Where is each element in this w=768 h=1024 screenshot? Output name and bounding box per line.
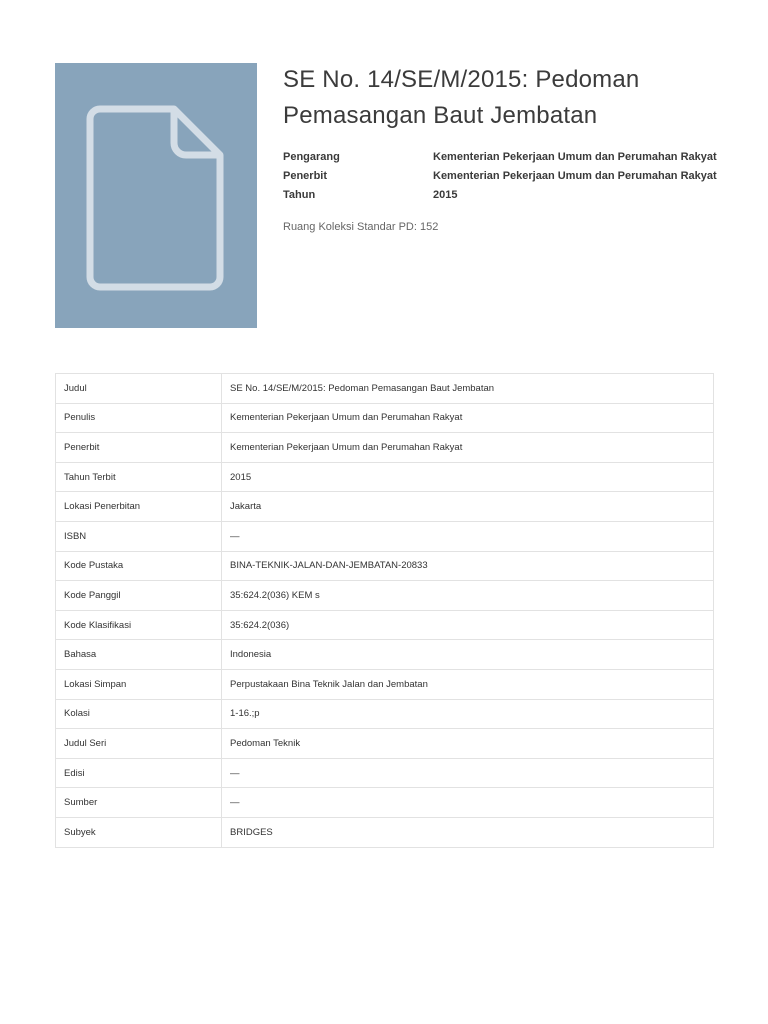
detail-value: Perpustakaan Bina Teknik Jalan dan Jembatan	[222, 669, 714, 699]
detail-value: 2015	[222, 462, 714, 492]
table-row	[56, 521, 714, 551]
summary-row-publisher	[283, 167, 723, 186]
detail-label: Edisi	[56, 758, 222, 788]
detail-label: Kode Klasifikasi	[56, 610, 222, 640]
summary-value: 2015	[433, 189, 458, 201]
table-row	[56, 788, 714, 818]
detail-label: Judul	[56, 374, 222, 404]
document-icon	[86, 103, 226, 293]
page-title: SE No. 14/SE/M/2015: Pedoman Pemasangan Baut Jembatan	[283, 66, 640, 129]
detail-value: BRIDGES	[222, 817, 714, 847]
table-row	[56, 462, 714, 492]
summary-value: Kementerian Pekerjaan Umum dan Perumahan Rakyat	[433, 170, 717, 182]
collection-location: Ruang Koleksi Standar PD: 152	[283, 221, 439, 233]
detail-value: Indonesia	[222, 640, 714, 670]
detail-value: —	[222, 758, 714, 788]
table-row	[56, 492, 714, 522]
detail-value: —	[222, 521, 714, 551]
detail-value: BINA-TEKNIK-JALAN-DAN-JEMBATAN-20833	[222, 551, 714, 581]
table-row	[56, 729, 714, 759]
table-row	[56, 758, 714, 788]
detail-value: SE No. 14/SE/M/2015: Pedoman Pemasangan Baut Jembatan	[222, 374, 714, 404]
detail-table	[55, 373, 714, 848]
book-cover	[55, 63, 257, 328]
detail-label: Judul Seri	[56, 729, 222, 759]
table-row	[56, 699, 714, 729]
detail-label: Kode Panggil	[56, 581, 222, 611]
summary-label: Penerbit	[283, 170, 328, 182]
table-row	[56, 817, 714, 847]
detail-value: Kementerian Pekerjaan Umum dan Perumahan Rakyat	[222, 433, 714, 463]
summary-row-year	[283, 186, 723, 205]
summary-label: Pengarang	[283, 151, 340, 163]
summary-row-author	[283, 148, 723, 167]
book-summary	[283, 148, 723, 205]
table-row	[56, 433, 714, 463]
summary-value: Kementerian Pekerjaan Umum dan Perumahan Rakyat	[433, 151, 717, 163]
table-row	[56, 581, 714, 611]
detail-value: —	[222, 788, 714, 818]
table-row	[56, 640, 714, 670]
detail-label: Penerbit	[56, 433, 222, 463]
detail-value: 35:624.2(036)	[222, 610, 714, 640]
detail-value: Kementerian Pekerjaan Umum dan Perumahan Rakyat	[222, 403, 714, 433]
table-row	[56, 374, 714, 404]
detail-value: Jakarta	[222, 492, 714, 522]
table-row	[56, 669, 714, 699]
detail-label: Kode Pustaka	[56, 551, 222, 581]
detail-label: Subyek	[56, 817, 222, 847]
detail-value: 1-16.;p	[222, 699, 714, 729]
detail-label: Penulis	[56, 403, 222, 433]
summary-label: Tahun	[283, 189, 316, 201]
detail-label: Tahun Terbit	[56, 462, 222, 492]
detail-value: Pedoman Teknik	[222, 729, 714, 759]
detail-label: Sumber	[56, 788, 222, 818]
table-row	[56, 610, 714, 640]
detail-label: Bahasa	[56, 640, 222, 670]
detail-value: 35:624.2(036) KEM s	[222, 581, 714, 611]
table-row	[56, 403, 714, 433]
detail-label: Kolasi	[56, 699, 222, 729]
detail-label: ISBN	[56, 521, 222, 551]
detail-label: Lokasi Penerbitan	[56, 492, 222, 522]
detail-label: Lokasi Simpan	[56, 669, 222, 699]
table-row	[56, 551, 714, 581]
